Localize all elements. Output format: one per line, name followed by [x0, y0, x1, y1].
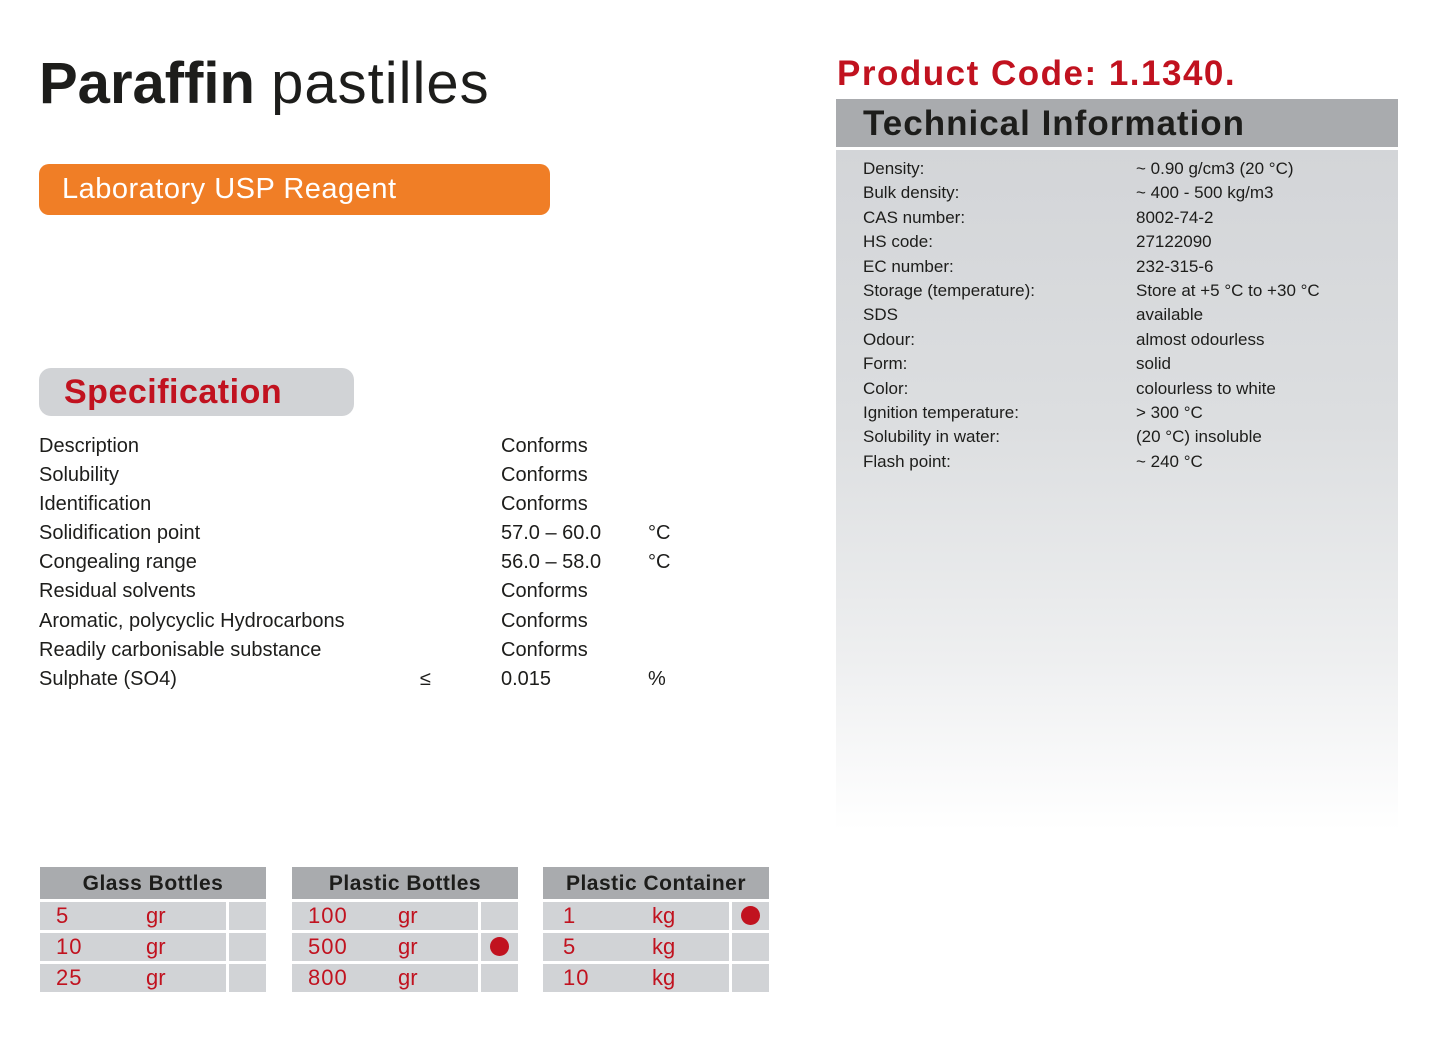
packaging-option[interactable] [40, 899, 266, 930]
spec-value: Conforms [501, 638, 588, 661]
packaging-quantity: 1 [563, 903, 577, 928]
availability-cell [229, 933, 266, 961]
availability-cell [481, 964, 518, 992]
spec-operator: ≤ [420, 667, 431, 690]
packaging-glass-bottles [40, 867, 266, 992]
tech-row [863, 401, 1383, 425]
packaging-unit: kg [652, 903, 676, 928]
available-dot-icon [490, 937, 509, 956]
packaging-quantity: 800 [308, 965, 348, 990]
spec-value: 0.015 [501, 667, 552, 690]
packaging-plastic-bottles [292, 867, 518, 992]
product-title-bold: Paraffin [39, 51, 255, 116]
packaging-quantity: 5 [56, 903, 70, 928]
spec-row [39, 461, 739, 490]
tech-value: (20 °C) insoluble [1136, 427, 1262, 447]
tech-label: Odour: [863, 329, 915, 349]
packaging-quantity: 5 [563, 934, 577, 959]
spec-row [39, 490, 739, 519]
tech-row [863, 206, 1383, 230]
packaging-unit: gr [146, 903, 166, 928]
product-title [39, 52, 490, 116]
spec-row [39, 548, 739, 577]
tech-label: HS code: [863, 232, 933, 252]
spec-value: Conforms [501, 493, 588, 516]
availability-cell [481, 902, 518, 930]
spec-name: Residual solvents [39, 580, 196, 603]
spec-row [39, 665, 739, 694]
tech-value: ~ 400 - 500 kg/m3 [1136, 183, 1274, 203]
packaging-option[interactable] [543, 961, 769, 992]
spec-value: 56.0 – 58.0 [501, 551, 602, 574]
tech-value: Store at +5 °C to +30 °C [1136, 280, 1320, 300]
availability-cell [732, 902, 769, 930]
spec-unit: °C [648, 522, 671, 545]
spec-row [39, 577, 739, 606]
tech-label: Form: [863, 354, 908, 374]
specification-table [39, 432, 739, 694]
spec-unit: °C [648, 551, 671, 574]
spec-value: Conforms [501, 435, 588, 457]
tech-value: 27122090 [1136, 232, 1212, 252]
packaging-option[interactable] [40, 930, 266, 961]
packaging-option[interactable] [292, 961, 518, 992]
packaging-title: Plastic Container [543, 867, 769, 899]
packaging-option[interactable] [40, 961, 266, 992]
tech-row [863, 230, 1383, 254]
spec-row [39, 519, 739, 548]
tech-row [863, 303, 1383, 327]
tech-row [863, 181, 1383, 205]
tech-row [863, 279, 1383, 303]
spec-name: Congealing range [39, 551, 197, 574]
packaging-option[interactable] [543, 930, 769, 961]
spec-row [39, 636, 739, 665]
tech-row [863, 255, 1383, 279]
tech-value: ~ 0.90 g/cm3 (20 °C) [1136, 159, 1294, 178]
tech-label: Bulk density: [863, 183, 960, 203]
tech-value: > 300 °C [1136, 402, 1203, 422]
packaging-quantity: 10 [563, 965, 590, 990]
spec-value: Conforms [501, 609, 588, 632]
packaging-unit: gr [146, 934, 166, 959]
spec-row [39, 432, 739, 461]
product-code: Product Code: 1.1340. [837, 54, 1237, 93]
tech-value: 232-315-6 [1136, 256, 1214, 276]
packaging-quantity: 100 [308, 903, 348, 928]
tech-value: almost odourless [1136, 329, 1265, 349]
packaging-unit: gr [146, 965, 166, 990]
tech-row [863, 157, 1383, 181]
spec-value: 57.0 – 60.0 [501, 522, 602, 545]
packaging-unit: gr [398, 934, 418, 959]
spec-value: Conforms [501, 464, 588, 487]
spec-name: Sulphate (SO4) [39, 667, 177, 690]
availability-cell [481, 933, 518, 961]
tech-row [863, 450, 1383, 474]
packaging-plastic-container [543, 867, 769, 992]
technical-information-list [863, 157, 1383, 474]
available-dot-icon [741, 906, 760, 925]
tech-row [863, 377, 1383, 401]
technical-information-header: Technical Information [836, 99, 1398, 147]
packaging-option[interactable] [292, 899, 518, 930]
grade-badge: Laboratory USP Reagent [39, 164, 550, 215]
tech-value: colourless to white [1136, 378, 1276, 398]
tech-label: Ignition temperature: [863, 402, 1019, 422]
packaging-title: Plastic Bottles [292, 867, 518, 899]
packaging-quantity: 10 [56, 934, 83, 959]
spec-name: Solidification point [39, 522, 201, 545]
tech-value: 8002-74-2 [1136, 207, 1214, 227]
packaging-unit: gr [398, 965, 418, 990]
packaging-option[interactable] [292, 930, 518, 961]
packaging-option[interactable] [543, 899, 769, 930]
tech-label: Storage (temperature): [863, 280, 1035, 300]
packaging-title: Glass Bottles [40, 867, 266, 899]
spec-value: Conforms [501, 580, 588, 603]
tech-row [863, 425, 1383, 449]
packaging-unit: kg [652, 965, 676, 990]
tech-label: CAS number: [863, 207, 966, 227]
tech-row [863, 328, 1383, 352]
spec-name: Description [39, 435, 140, 457]
packaging-quantity: 500 [308, 934, 348, 959]
spec-name: Solubility [39, 464, 120, 487]
spec-unit: % [648, 667, 666, 690]
product-title-light: pastilles [271, 51, 490, 116]
tech-row [863, 352, 1383, 376]
tech-label: SDS [863, 305, 898, 325]
packaging-unit: kg [652, 934, 676, 959]
tech-label: Density: [863, 159, 925, 178]
tech-value: solid [1136, 354, 1171, 374]
spec-name: Readily carbonisable substance [39, 638, 322, 661]
availability-cell [229, 902, 266, 930]
specification-header: Specification [39, 368, 354, 416]
spec-row [39, 607, 739, 636]
tech-value: available [1136, 305, 1204, 325]
spec-name: Identification [39, 493, 152, 516]
packaging-unit: gr [398, 903, 418, 928]
tech-label: EC number: [863, 256, 954, 276]
spec-name: Aromatic, polycyclic Hydrocarbons [39, 609, 345, 632]
availability-cell [732, 964, 769, 992]
tech-label: Color: [863, 378, 909, 398]
availability-cell [229, 964, 266, 992]
tech-label: Flash point: [863, 451, 951, 471]
packaging-quantity: 25 [56, 965, 83, 990]
tech-value: ~ 240 °C [1136, 451, 1203, 471]
tech-label: Solubility in water: [863, 427, 1001, 447]
availability-cell [732, 933, 769, 961]
